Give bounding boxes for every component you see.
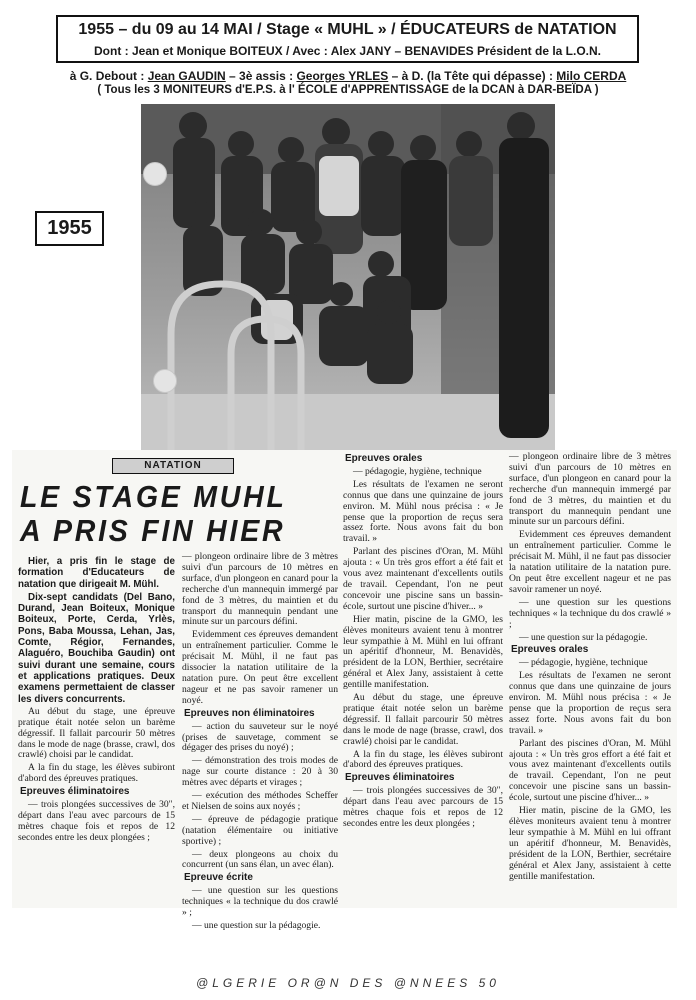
photo-caption-line-2: ( Tous les 3 MONITEURS d'E.P.S. à l' ÉCOLE d'APPRENTISSAGE de la DCAN à DAR-BEÏDA ) bbox=[97, 84, 599, 96]
article-subheading: Epreuves non éliminatoires bbox=[184, 707, 315, 719]
article-paragraph: — action du sauveteur sur le noyé (prises de sauvetage, comment se dégager des prises du noyé) ; bbox=[182, 720, 338, 754]
article-paragraph: — plongeon ordinaire libre de 3 mètres suivi d'un parcours de 10 mètres en surface, d'un plongeon en canard pour la recherche d'un mannequin immergé par fond de 3 mètres, du maintien et du transport du mannequin pendant une minute sur un parcours défini. bbox=[182, 551, 338, 628]
article-paragraph: — une question sur la pédagogie. bbox=[519, 631, 648, 643]
article-paragraph: — exécution des méthodes Scheffer et Nielsen de soins aux noyés ; bbox=[182, 790, 338, 812]
article-paragraph: Les résultats de l'examen ne seront connus que dans une quinzaine de jours environ. M. Mühl nous précisa : « Je pense que la proportion de reçus sera assez forte. Nous avons fait du bon travail. » bbox=[343, 478, 503, 545]
article-paragraph: A la fin du stage, les élèves subiront d'abord des épreuves pratiques. bbox=[18, 762, 175, 785]
article-subheading: Epreuve écrite bbox=[184, 872, 253, 884]
article-lede: Hier, a pris fin le stage de formation d'Educateurs de natation que dirigeait M. Mühl. bbox=[18, 556, 175, 590]
caption-name-cerda: Milo CERDA bbox=[556, 69, 627, 83]
article-paragraph: Evidemment ces épreuves demandent un entraînement particulier. Comme le précisait M. Mühl, il ne faut pas dissocier la natation utilitaire de la natation pure. On peut être excellent nageur et ne pas savoir ramener un noyé. bbox=[182, 629, 338, 706]
article-paragraph: A la fin du stage, les élèves subiront d'abord des épreuves pratiques. bbox=[343, 748, 503, 771]
article-paragraph: Les résultats de l'examen ne seront connus que dans une quinzaine de jours environ. M. Mühl nous précisa : « Je pense que la proportion de reçus sera assez forte. Nous avons fait du bon travail. » bbox=[509, 670, 671, 736]
article-paragraph: — deux plongeons au choix du concurrent (un sans élan, un avec élan). bbox=[182, 848, 338, 871]
article-paragraph: Au début du stage, une épreuve pratique était notée selon un barème dégressif. Il fallait parcourir 50 mètres dans le mode de nage (brasse, crawl, dos crawlé) choisi par le candidat. bbox=[18, 705, 175, 761]
article-paragraph: — plongeon ordinaire libre de 3 mètres suivi d'un parcours de 10 mètres en surface, d'un plongeon en canard pour la recherche d'un mannequin immergé par fond de 3 mètres, du maintien et du transport du mannequin pendant une minute sur un parcours défini. bbox=[509, 451, 671, 528]
article-column-2 bbox=[182, 552, 338, 934]
article-paragraph: Hier matin, piscine de la GMO, les élèves moniteurs avaient tenu à montrer leur sympathie à M. Mühl en lui offrant un apéritif d'honneur, M. Benavidès, président de la LON, Berthier, secrétaire général et Alex Jany, assistaient à cette gentille manifestation. bbox=[509, 805, 671, 882]
article-paragraph: — pédagogie, hygiène, technique bbox=[353, 465, 482, 477]
newspaper-clipping bbox=[12, 450, 677, 931]
header-box bbox=[56, 15, 639, 63]
group-photo bbox=[141, 104, 555, 450]
caption-name-gaudin: Jean GAUDIN bbox=[147, 69, 226, 83]
article-paragraph: — pédagogie, hygiène, technique bbox=[519, 657, 648, 669]
article-paragraph: — trois plongées successives de 30", départ dans l'eau avec parcours de 15 mètres chaque fois et repos de 12 secondes entre les deux plongées ; bbox=[18, 799, 175, 843]
punch-hole bbox=[143, 162, 167, 186]
article-paragraph: Hier matin, piscine de la GMO, les élèves moniteurs avaient tenu à montrer leur sympathie à M. Mühl en lui offrant un apéritif d'honneur, M. Benavidès, président de la LON, Berthier, secrétaire général et Alex Jany, assistaient à cette gentille manifestation. bbox=[343, 613, 503, 691]
article-paragraph: Parlant des piscines d'Oran, M. Mühl ajouta : « Un très gros effort a été fait et vous avez maintenant d'excellents outils de travail. Cependant, l'on ne peut concevoir une piscine sans un bassin-école, surtout une piscine d'hiver... » bbox=[509, 737, 671, 804]
article-subheading: Epreuves éliminatoires bbox=[345, 772, 455, 784]
year-badge: 1955 bbox=[35, 211, 104, 246]
article-lede: Dix-sept candidats (Del Bano, Durand, Jean Boiteux, Monique Boiteux, Porte, Cerda, Yrlès, Pons, Baba Moussa, Lehan, Jas, Comte, Régior, Fernandes, Alaguéro, Bouchiba Gaudin) ont suivi durant une semaine, cours et applications pratiques. Deux examens permettaient de classer les divers concurrents. bbox=[18, 591, 175, 705]
article-paragraph: Evidemment ces épreuves demandent un entraînement particulier. Comme le précisait M. Mühl, il ne faut pas dissocier la natation utilitaire de la natation pure. On peut être excellent nageur et ne pas savoir ramener un noyé. bbox=[509, 529, 671, 595]
article-paragraph: — épreuve de pédagogie pratique (natation élémentaire ou initiative sportive) ; bbox=[182, 813, 338, 847]
article-rubric: NATATION bbox=[112, 458, 234, 474]
article-paragraph: — une question sur les questions techniques « la technique du dos crawlé » ; bbox=[182, 885, 338, 919]
caption-name-yrles: Georges YRLES bbox=[296, 69, 389, 83]
punch-hole bbox=[153, 369, 177, 393]
page-footer: @LGERIE OR@N DES @NNEES 50 bbox=[196, 976, 500, 990]
group-photo-drawing bbox=[141, 104, 555, 450]
article-paragraph: — une question sur les questions techniques « la technique du dos crawlé » ; bbox=[509, 596, 671, 630]
article-column-3 bbox=[343, 452, 503, 832]
article-paragraph: Parlant des piscines d'Oran, M. Mühl ajouta : « Un très gros effort a été fait et vous avez maintenant d'excellents outils de travail. Cependant, l'on ne peut concevoir une piscine sans un bassin-école, surtout une piscine d'hiver... » bbox=[343, 546, 503, 612]
headline-line-1: LE STAGE MUHL bbox=[20, 479, 287, 514]
article-paragraph: — trois plongées successives de 30", départ dans l'eau avec parcours de 15 mètres chaque fois et repos de 12 secondes entre les deux plongées ; bbox=[343, 785, 503, 829]
article-column-4 bbox=[509, 452, 671, 884]
caption-mid: – à D. (la Tête qui dépasse) : bbox=[388, 69, 557, 83]
page-subtitle: Dont : Jean et Monique BOITEUX / Avec : Alex JANY – BENAVIDES Président de la L.O.N. bbox=[94, 44, 601, 58]
article-paragraph: — démonstration des trois modes de nage sur courte distance : 20 à 30 mètres avec départs et virages ; bbox=[182, 755, 338, 789]
caption-prefix: à G. Debout : bbox=[69, 69, 148, 83]
article-paragraph: — une question sur la pédagogie. bbox=[192, 920, 321, 931]
headline-line-2: A PRIS FIN HIER bbox=[20, 513, 286, 548]
page-title: 1955 – du 09 au 14 MAI / Stage « MUHL » / ÉDUCATEURS de NATATION bbox=[78, 21, 617, 38]
caption-mid: – 3è assis : bbox=[225, 69, 297, 83]
article-headline bbox=[20, 480, 314, 548]
article-subheading: Epreuves orales bbox=[511, 644, 589, 656]
article-subheading: Epreuves éliminatoires bbox=[20, 786, 130, 798]
photo-caption-line-1 bbox=[0, 69, 696, 83]
article-column-1 bbox=[18, 556, 175, 846]
article-subheading: Epreuves orales bbox=[345, 453, 423, 464]
article-paragraph: Au début du stage, une épreuve pratique était notée selon un barème dégressif. Il fallait parcourir 50 mètres dans le mode de nage (brasse, crawl, dos crawlé) choisi par le candidat. bbox=[343, 692, 503, 747]
